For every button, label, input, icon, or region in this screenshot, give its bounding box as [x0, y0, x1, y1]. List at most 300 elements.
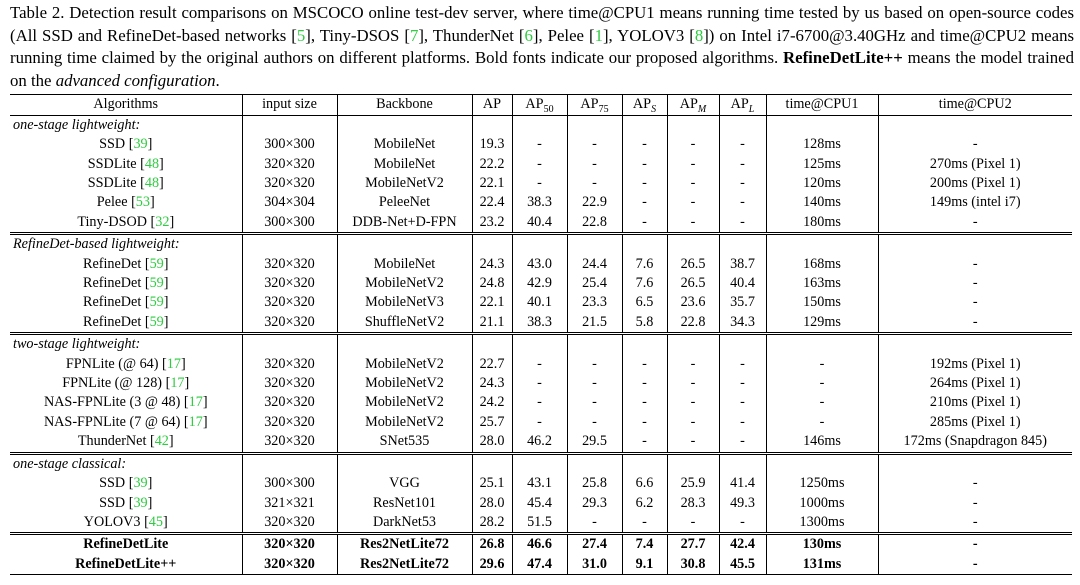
empty-cell	[766, 453, 878, 474]
ref-bracket: ]	[162, 513, 168, 530]
time-cpu1-cell: 128ms	[766, 135, 878, 154]
ref-bracket: [	[140, 513, 149, 530]
ap75-cell: 29.5	[567, 432, 622, 453]
caption-text: ], Tiny-DSOS [	[305, 25, 410, 45]
apl-cell: 41.4	[719, 474, 766, 493]
time-cpu1-cell: -	[766, 374, 878, 393]
caption-text: ], YOLOV3 [	[602, 25, 695, 45]
citation-link[interactable]: 39	[133, 494, 148, 511]
ap50-cell: -	[512, 135, 567, 154]
algorithm-cell	[10, 174, 242, 193]
header-ap75-label: AP	[580, 96, 599, 113]
algorithm-name: FPNLite (@ 128)	[62, 375, 163, 392]
citation-link[interactable]: 32	[155, 213, 170, 230]
time-cpu2-cell: -	[878, 135, 1072, 154]
ref-bracket: ]	[147, 475, 153, 492]
ap50-cell: 38.3	[512, 313, 567, 334]
ap75-cell: 22.8	[567, 213, 622, 234]
table-row	[10, 432, 1072, 453]
aps-cell: -	[622, 193, 667, 212]
input-size-cell: 300×300	[242, 135, 337, 154]
ap-cell: 22.1	[472, 174, 512, 193]
ap-cell: 28.2	[472, 513, 512, 534]
apl-cell: -	[719, 135, 766, 154]
ref-bracket: ]	[163, 313, 169, 330]
apl-cell: 45.5	[719, 555, 766, 575]
apl-cell: 40.4	[719, 274, 766, 293]
caption-text: ], Pelee [	[532, 25, 595, 45]
ap50-cell: -	[512, 155, 567, 174]
ref-bracket: ]	[147, 136, 153, 153]
table-row	[10, 313, 1072, 334]
table-row	[10, 213, 1072, 234]
aps-cell: 7.6	[622, 274, 667, 293]
ref-bracket: [	[141, 294, 150, 311]
time-cpu1-cell: 180ms	[766, 213, 878, 234]
time-cpu2-cell: -	[878, 474, 1072, 493]
table-row	[10, 174, 1072, 193]
caption-italic-config: advanced configuration	[55, 70, 216, 90]
time-cpu2-cell: 172ms (Snapdragon 845)	[878, 432, 1072, 453]
aps-cell: 5.8	[622, 313, 667, 334]
algorithm-cell	[10, 255, 242, 274]
empty-cell	[878, 334, 1072, 355]
apl-cell: 34.3	[719, 313, 766, 334]
empty-cell	[766, 234, 878, 255]
backbone-cell: ResNet101	[337, 494, 472, 513]
ref-bracket: ]	[184, 375, 190, 392]
ap-cell: 19.3	[472, 135, 512, 154]
table-body	[10, 115, 1072, 574]
empty-cell	[667, 234, 719, 255]
backbone-cell: MobileNet	[337, 135, 472, 154]
time-cpu1-cell: 140ms	[766, 193, 878, 212]
apm-cell: 28.3	[667, 494, 719, 513]
input-size-cell: 320×320	[242, 534, 337, 555]
algorithm-name: SSD	[99, 136, 126, 153]
algorithm-cell	[10, 213, 242, 234]
ap75-cell: -	[567, 413, 622, 432]
citation-link[interactable]: 45	[148, 513, 163, 530]
ap-cell: 23.2	[472, 213, 512, 234]
citation-link[interactable]: 39	[133, 136, 148, 153]
ref-bracket: [	[125, 475, 134, 492]
proposed-method-row	[10, 534, 1072, 555]
ap75-cell: -	[567, 355, 622, 374]
input-size-cell: 320×320	[242, 393, 337, 412]
ap-cell: 25.7	[472, 413, 512, 432]
apm-cell: -	[667, 513, 719, 534]
ap50-cell: 46.2	[512, 432, 567, 453]
ap-cell: 22.7	[472, 355, 512, 374]
ap-cell: 28.0	[472, 432, 512, 453]
table-row	[10, 513, 1072, 534]
apm-cell: 25.9	[667, 474, 719, 493]
header-apl-label: AP	[730, 96, 749, 113]
apm-cell: 26.5	[667, 274, 719, 293]
group-header-row	[10, 453, 1072, 474]
empty-cell	[242, 453, 337, 474]
ap-cell: 24.3	[472, 255, 512, 274]
ap75-cell: 21.5	[567, 313, 622, 334]
ref-bracket: [	[127, 194, 136, 211]
empty-cell	[878, 115, 1072, 135]
aps-cell: -	[622, 135, 667, 154]
citation-link[interactable]: 1	[594, 25, 603, 45]
empty-cell	[567, 115, 622, 135]
ref-bracket: [	[146, 433, 155, 450]
header-ap: AP	[472, 95, 512, 115]
ap50-cell: 47.4	[512, 555, 567, 575]
group-header-row	[10, 234, 1072, 255]
ap50-cell: -	[512, 374, 567, 393]
header-time-cpu2: time@CPU2	[878, 95, 1072, 115]
time-cpu2-cell: 200ms (Pixel 1)	[878, 174, 1072, 193]
table-row	[10, 393, 1072, 412]
algorithm-name: RefineDet	[82, 255, 142, 272]
time-cpu1-cell: -	[766, 413, 878, 432]
ap50-cell: -	[512, 355, 567, 374]
algorithm-name: RefineDetLite	[10, 534, 242, 555]
input-size-cell: 320×320	[242, 413, 337, 432]
ap-cell: 22.1	[472, 293, 512, 312]
ap-cell: 21.1	[472, 313, 512, 334]
algorithm-name: RefineDet	[82, 313, 142, 330]
empty-cell	[512, 334, 567, 355]
ap-cell: 22.4	[472, 193, 512, 212]
apm-cell: -	[667, 213, 719, 234]
citation-link[interactable]: 53	[135, 194, 150, 211]
aps-cell: 7.4	[622, 534, 667, 555]
group-title: RefineDet-based lightweight:	[10, 234, 242, 255]
time-cpu1-cell: 163ms	[766, 274, 878, 293]
citation-link[interactable]: 5	[296, 25, 306, 45]
apm-cell: -	[667, 393, 719, 412]
apl-cell: -	[719, 193, 766, 212]
apm-cell: -	[667, 193, 719, 212]
algorithm-cell	[10, 193, 242, 212]
ap50-cell: 38.3	[512, 193, 567, 212]
ap75-cell: 31.0	[567, 555, 622, 575]
algorithm-name: Tiny-DSOD	[77, 213, 147, 230]
empty-cell	[622, 453, 667, 474]
citation-link[interactable]: 42	[154, 433, 169, 450]
ref-bracket: [	[125, 494, 134, 511]
header-aps	[622, 95, 667, 115]
time-cpu1-cell: 1250ms	[766, 474, 878, 493]
time-cpu2-cell: -	[878, 555, 1072, 575]
algorithm-cell	[10, 393, 242, 412]
time-cpu2-cell: 210ms (Pixel 1)	[878, 393, 1072, 412]
apm-cell: 26.5	[667, 255, 719, 274]
time-cpu2-cell: -	[878, 274, 1072, 293]
aps-cell: -	[622, 174, 667, 193]
empty-cell	[512, 453, 567, 474]
table-row	[10, 193, 1072, 212]
empty-cell	[719, 334, 766, 355]
caption-bold-model-name: RefineDetLite++	[783, 48, 903, 68]
algorithm-cell	[10, 374, 242, 393]
ap-cell: 28.0	[472, 494, 512, 513]
empty-cell	[472, 334, 512, 355]
aps-cell: 6.5	[622, 293, 667, 312]
empty-cell	[567, 453, 622, 474]
citation-link[interactable]: 17	[166, 355, 181, 372]
backbone-cell: ShuffleNetV2	[337, 313, 472, 334]
header-ap50-label: AP	[525, 96, 544, 113]
apl-cell: 38.7	[719, 255, 766, 274]
caption-text: ], ThunderNet [	[418, 25, 525, 45]
backbone-cell: MobileNetV2	[337, 393, 472, 412]
ap50-cell: 46.6	[512, 534, 567, 555]
apm-cell: -	[667, 432, 719, 453]
ap50-cell: 45.4	[512, 494, 567, 513]
aps-cell: -	[622, 513, 667, 534]
table-row	[10, 413, 1072, 432]
empty-cell	[667, 115, 719, 135]
apm-cell: 23.6	[667, 293, 719, 312]
algorithm-cell	[10, 432, 242, 453]
ap75-cell: -	[567, 374, 622, 393]
empty-cell	[878, 234, 1072, 255]
time-cpu2-cell: -	[878, 513, 1072, 534]
empty-cell	[622, 334, 667, 355]
apl-cell: -	[719, 355, 766, 374]
empty-cell	[766, 115, 878, 135]
aps-cell: -	[622, 393, 667, 412]
input-size-cell: 320×320	[242, 513, 337, 534]
algorithm-cell	[10, 474, 242, 493]
group-header-row	[10, 115, 1072, 135]
table-row	[10, 474, 1072, 493]
apl-cell: -	[719, 155, 766, 174]
input-size-cell: 300×300	[242, 474, 337, 493]
ref-bracket: [	[136, 175, 145, 191]
input-size-cell: 304×304	[242, 193, 337, 212]
algorithm-cell	[10, 313, 242, 334]
ap50-cell: 42.9	[512, 274, 567, 293]
algorithm-cell	[10, 155, 242, 174]
time-cpu1-cell: 168ms	[766, 255, 878, 274]
empty-cell	[242, 234, 337, 255]
ref-bracket: ]	[159, 175, 164, 191]
ref-bracket: [	[180, 394, 189, 411]
citation-link[interactable]: 59	[149, 294, 164, 311]
algorithm-name: RefineDetLite++	[10, 555, 242, 575]
ap50-cell: 40.1	[512, 293, 567, 312]
backbone-cell: VGG	[337, 474, 472, 493]
time-cpu1-cell: -	[766, 355, 878, 374]
algorithm-name: RefineDet	[82, 275, 142, 292]
apl-cell: -	[719, 174, 766, 193]
header-algorithms: Algorithms	[10, 95, 242, 115]
backbone-cell: SNet535	[337, 432, 472, 453]
apm-cell: -	[667, 155, 719, 174]
header-apl-sub: L	[748, 104, 755, 116]
citation-link[interactable]: 48	[144, 155, 160, 172]
ap50-cell: -	[512, 393, 567, 412]
ref-bracket: ]	[202, 413, 208, 430]
algorithm-name: RefineDet	[82, 294, 142, 311]
time-cpu2-cell: 192ms (Pixel 1)	[878, 355, 1072, 374]
backbone-cell: MobileNetV2	[337, 274, 472, 293]
input-size-cell: 320×320	[242, 555, 337, 575]
ref-bracket: ]	[163, 294, 169, 311]
ap75-cell: -	[567, 155, 622, 174]
header-apl	[719, 95, 766, 115]
citation-link[interactable]: 17	[188, 413, 203, 430]
ap75-cell: 25.8	[567, 474, 622, 493]
group-header-row	[10, 334, 1072, 355]
citation-link[interactable]: 17	[170, 375, 185, 392]
apm-cell: 22.8	[667, 313, 719, 334]
input-size-cell: 320×320	[242, 374, 337, 393]
ap75-cell: -	[567, 393, 622, 412]
ap-cell: 22.2	[472, 155, 512, 174]
ap50-cell: 40.4	[512, 213, 567, 234]
header-apm-label: AP	[679, 96, 698, 113]
time-cpu1-cell: 1300ms	[766, 513, 878, 534]
citation-link[interactable]: 8	[694, 25, 704, 45]
empty-cell	[667, 453, 719, 474]
ap75-cell: 29.3	[567, 494, 622, 513]
apl-cell: 42.4	[719, 534, 766, 555]
backbone-cell: MobileNet	[337, 155, 472, 174]
backbone-cell: MobileNetV3	[337, 293, 472, 312]
citation-link[interactable]: 59	[149, 313, 164, 330]
empty-cell	[337, 453, 472, 474]
ap50-cell: 43.0	[512, 255, 567, 274]
ap75-cell: 27.4	[567, 534, 622, 555]
apm-cell: -	[667, 355, 719, 374]
time-cpu2-cell: -	[878, 293, 1072, 312]
table-row	[10, 494, 1072, 513]
ref-bracket: ]	[168, 433, 174, 450]
backbone-cell: Res2NetLite72	[337, 534, 472, 555]
ref-bracket: [	[162, 375, 171, 392]
ap-cell: 24.8	[472, 274, 512, 293]
ref-bracket: [	[141, 313, 150, 330]
input-size-cell: 321×321	[242, 494, 337, 513]
group-title: one-stage lightweight:	[13, 116, 141, 133]
ref-bracket: ]	[202, 394, 208, 411]
ap-cell: 29.6	[472, 555, 512, 575]
algorithm-name: Pelee	[96, 194, 128, 211]
apm-cell: 27.7	[667, 534, 719, 555]
apm-cell: -	[667, 135, 719, 154]
table-row	[10, 293, 1072, 312]
citation-link[interactable]: 17	[188, 394, 203, 411]
header-apm-sub: M	[697, 104, 707, 116]
citation-link[interactable]: 39	[133, 475, 148, 492]
table-row	[10, 255, 1072, 274]
empty-cell	[512, 115, 567, 135]
algorithm-name: NAS-FPNLite (7 @ 64)	[43, 413, 181, 430]
algorithm-name: SSDLite	[87, 175, 137, 191]
apl-cell: 49.3	[719, 494, 766, 513]
algorithm-cell	[10, 513, 242, 534]
ref-bracket: [	[146, 213, 156, 230]
time-cpu2-cell: -	[878, 213, 1072, 234]
ref-bracket: [	[136, 155, 145, 172]
ap-cell: 24.3	[472, 374, 512, 393]
algorithm-name: NAS-FPNLite (3 @ 48)	[43, 394, 181, 411]
caption-text: ]) on Intel i7-6700@3.40GHz and time@CPU2 means running time claimed by the original authors on different platforms. Bold fonts indicate our proposed algorithms.	[10, 25, 1074, 68]
ap-cell: 24.2	[472, 393, 512, 412]
algorithm-name: YOLOV3	[83, 513, 141, 530]
header-backbone: Backbone	[337, 95, 472, 115]
time-cpu2-cell: 270ms (Pixel 1)	[878, 155, 1072, 174]
time-cpu2-cell: -	[878, 534, 1072, 555]
backbone-cell: MobileNet	[337, 255, 472, 274]
apm-cell: -	[667, 374, 719, 393]
ap50-cell: 51.5	[512, 513, 567, 534]
caption-text: Table 2. Detection result comparisons on MSCOCO online test-dev server, where time@CPU1 means running time tested by us based on open-source codes (All SSD and RefineDet-based networks [	[10, 3, 1074, 45]
citation-link[interactable]: 48	[144, 175, 160, 191]
input-size-cell: 320×320	[242, 255, 337, 274]
time-cpu2-cell: 264ms (Pixel 1)	[878, 374, 1072, 393]
ap50-cell: -	[512, 174, 567, 193]
apl-cell: -	[719, 374, 766, 393]
aps-cell: 6.6	[622, 474, 667, 493]
apl-cell: -	[719, 213, 766, 234]
time-cpu1-cell: 146ms	[766, 432, 878, 453]
header-row	[10, 95, 1072, 115]
ref-bracket: ]	[147, 494, 153, 511]
apl-cell: -	[719, 513, 766, 534]
header-aps-label: AP	[632, 96, 652, 113]
ref-bracket: ]	[149, 194, 155, 211]
ap75-cell: -	[567, 513, 622, 534]
proposed-method-row	[10, 555, 1072, 575]
ap75-cell: 25.4	[567, 274, 622, 293]
ref-bracket: ]	[159, 155, 164, 172]
empty-cell	[719, 453, 766, 474]
citation-link[interactable]: 59	[149, 255, 164, 272]
algorithm-name: SSD	[99, 475, 126, 492]
caption-text: .	[215, 70, 220, 90]
input-size-cell: 320×320	[242, 355, 337, 374]
apl-cell: -	[719, 413, 766, 432]
ref-bracket: [	[141, 255, 150, 272]
input-size-cell: 320×320	[242, 174, 337, 193]
time-cpu1-cell: 130ms	[766, 534, 878, 555]
time-cpu1-cell: -	[766, 393, 878, 412]
aps-cell: -	[622, 432, 667, 453]
empty-cell	[337, 334, 472, 355]
citation-link[interactable]: 6	[524, 25, 533, 45]
header-aps-sub: S	[651, 104, 657, 116]
citation-link[interactable]: 59	[149, 275, 164, 292]
ap50-cell: -	[512, 413, 567, 432]
backbone-cell: MobileNetV2	[337, 374, 472, 393]
time-cpu2-cell: -	[878, 494, 1072, 513]
backbone-cell: DDB-Net+D-FPN	[337, 213, 472, 234]
empty-cell	[242, 115, 337, 135]
empty-cell	[878, 453, 1072, 474]
ap75-cell: -	[567, 135, 622, 154]
backbone-cell: MobileNetV2	[337, 174, 472, 193]
ap75-cell: 24.4	[567, 255, 622, 274]
time-cpu1-cell: 125ms	[766, 155, 878, 174]
empty-cell	[337, 234, 472, 255]
ap75-cell: 23.3	[567, 293, 622, 312]
algorithm-name: SSD	[99, 494, 126, 511]
empty-cell	[472, 453, 512, 474]
algorithm-cell	[10, 274, 242, 293]
citation-link[interactable]: 7	[409, 25, 419, 45]
header-ap75	[567, 95, 622, 115]
